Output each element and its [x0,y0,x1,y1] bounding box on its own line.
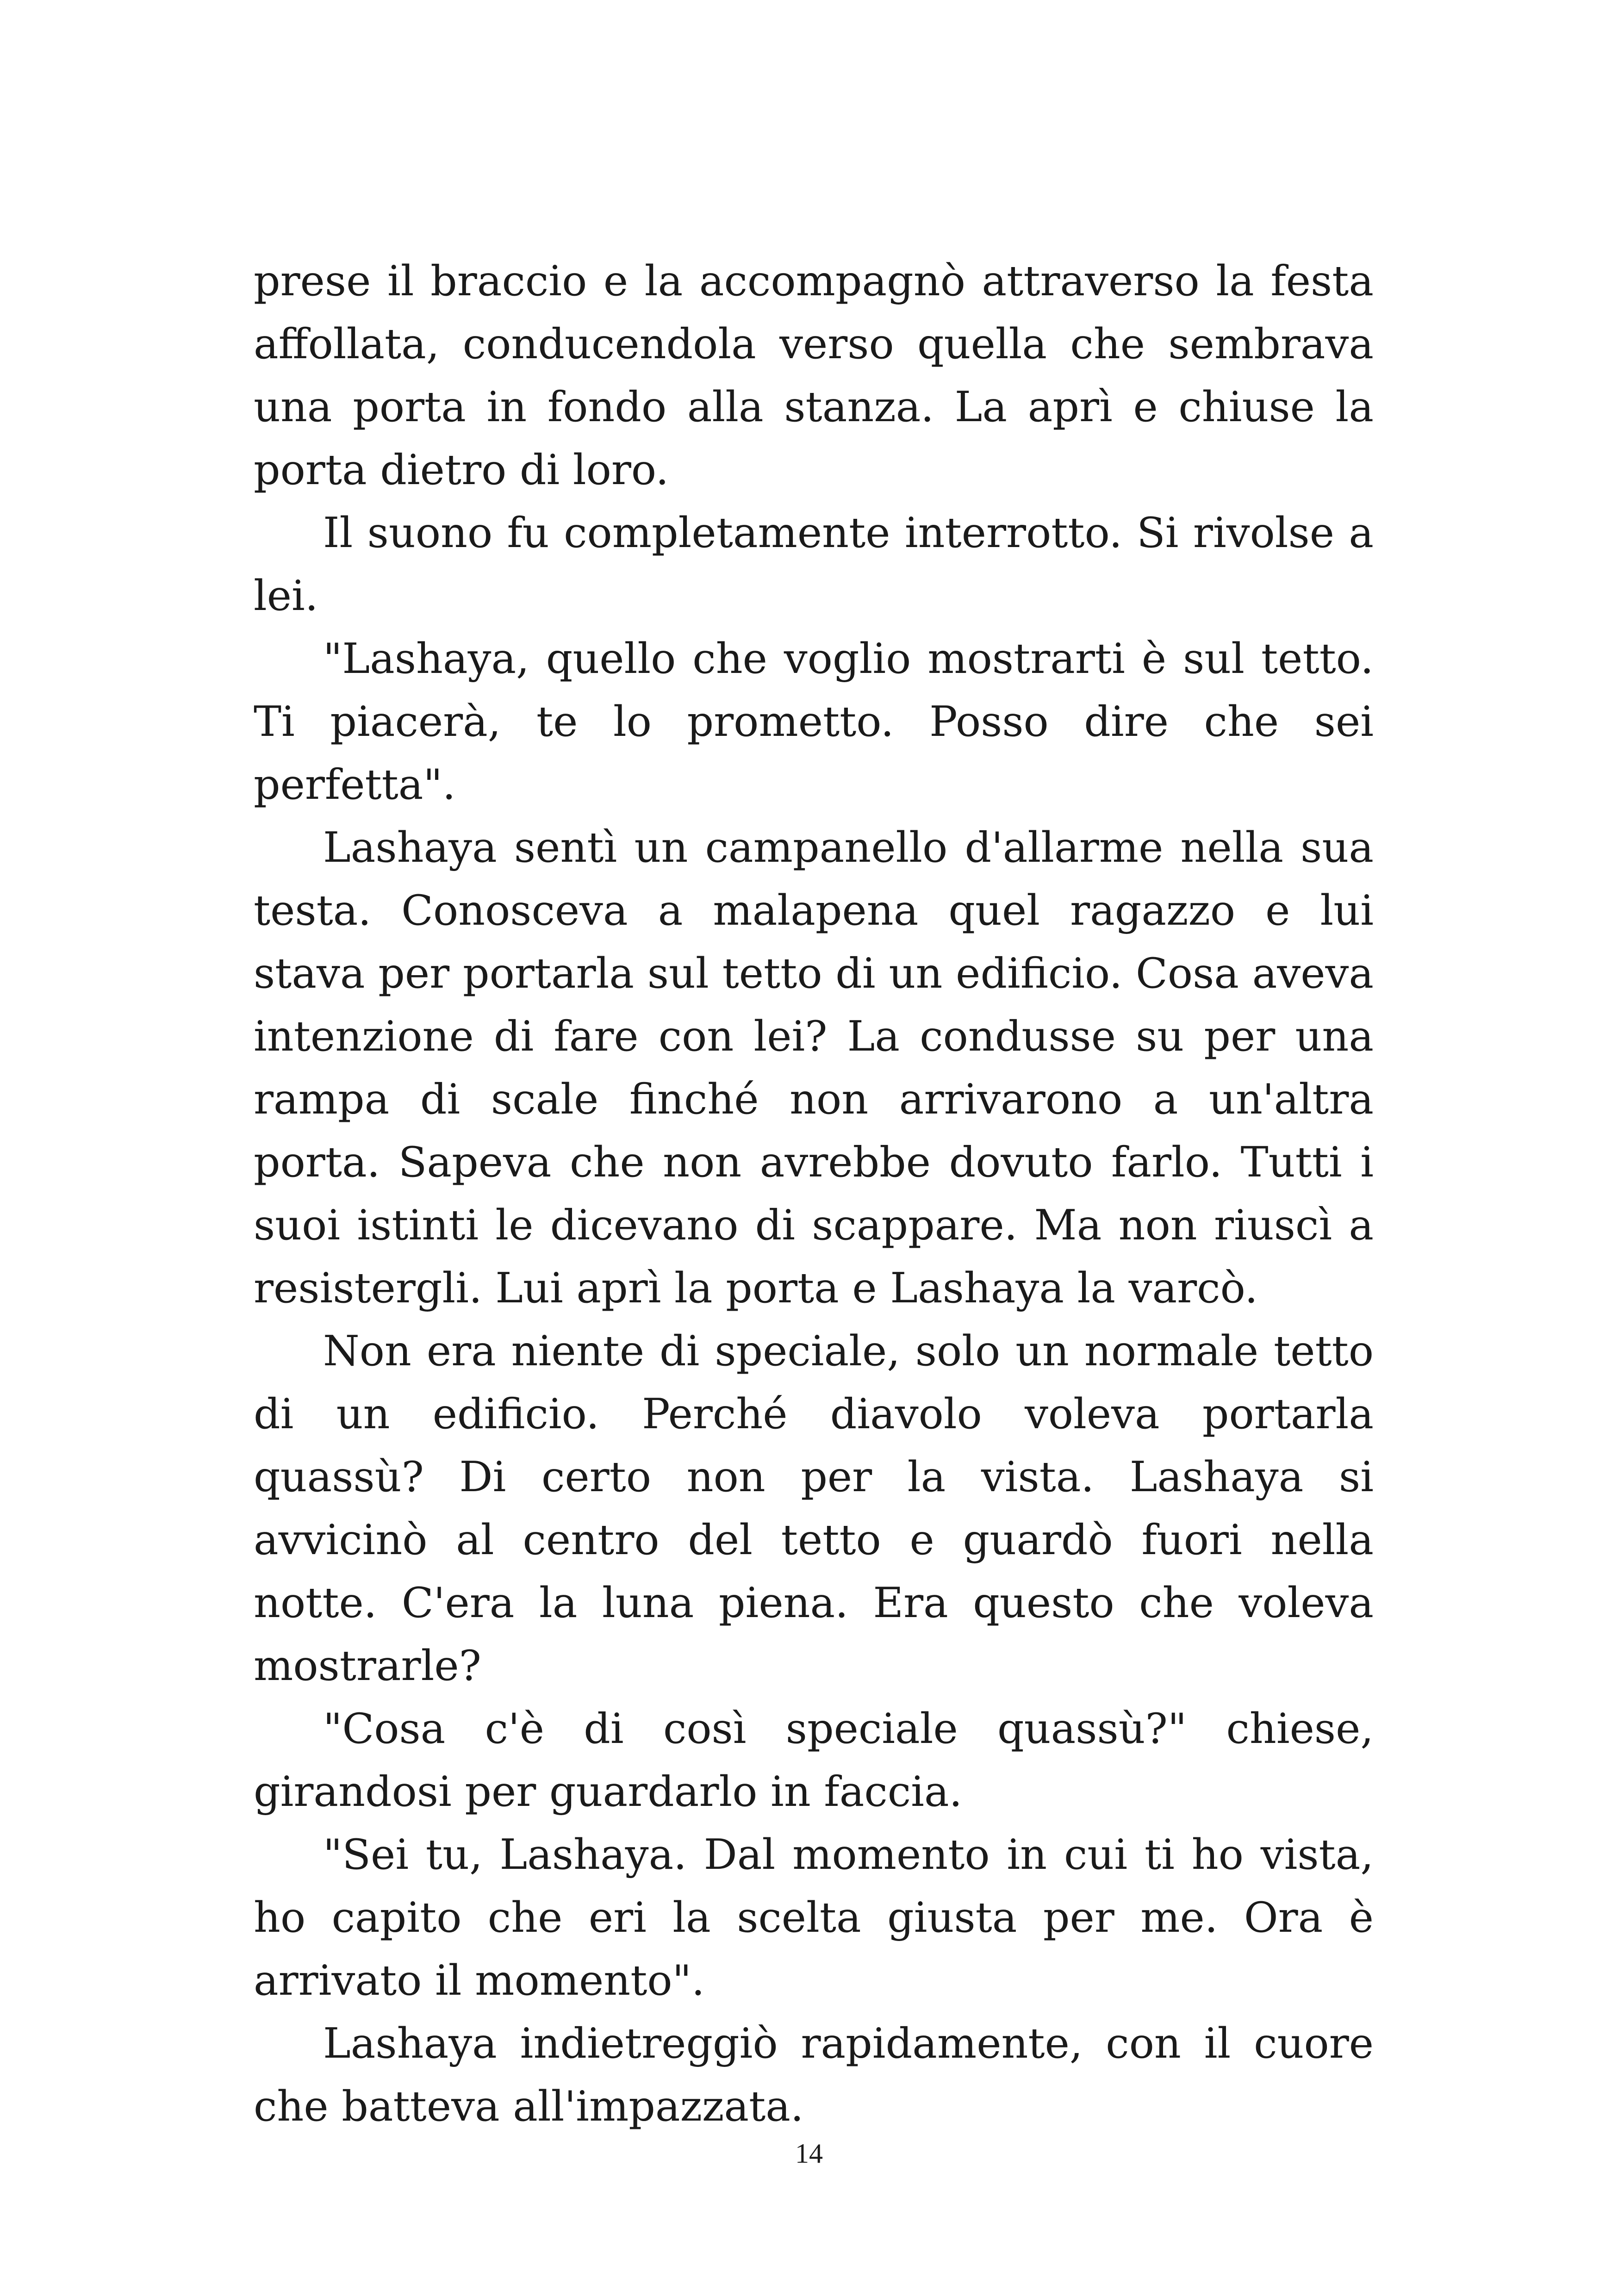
paragraph: Lashaya sentì un campanello d'allarme nella sua testa. Conosceva a malapena quel ragazzo e lui stava per portarla sul tetto di un edificio. Cosa aveva intenzione di fare con lei? La condusse su per una rampa di scale finché non arrivarono a un'altra porta. Sapeva che non avrebbe dovuto farlo. Tutti i suoi istinti le dicevano di scappare. Ma non riuscì a resistergli. Lui aprì la porta e Lashaya la varcò. [254,823,1374,1313]
page-number: 14 [795,2138,823,2169]
paragraph: "Lashaya, quello che voglio mostrarti è sul tetto. Ti piacerà, te lo prometto. Posso dire che sei perfetta". [254,635,1374,809]
paragraph: "Sei tu, Lashaya. Dal momento in cui ti ho vista, ho capito che eri la scelta giusta per me. Ora è arrivato il momento". [254,1830,1374,2005]
paragraph: Lashaya indietreggiò rapidamente, con il cuore che batteva all'impazzata. [254,2019,1374,2131]
paragraph: "Cosa c'è di così speciale quassù?" chiese, girandosi per guardarlo in faccia. [254,1705,1374,1816]
paragraph: Non era niente di speciale, solo un normale tetto di un edificio. Perché diavolo voleva portarla quassù? Di certo non per la vista. Lashaya si avvicinò al centro del tetto e guardò fuori nella notte. C'era la luna piena. Era questo che voleva mostrarle? [254,1327,1374,1690]
paragraph: Il suono fu completamente interrotto. Si rivolse a lei. [254,509,1374,620]
paragraph-continuation: prese il braccio e la accompagnò attraverso la festa affollata, conducendola verso quella che sembrava una porta in fondo alla stanza. La aprì e chiuse la porta dietro di loro. [254,257,1374,494]
body-text [254,250,1374,2138]
